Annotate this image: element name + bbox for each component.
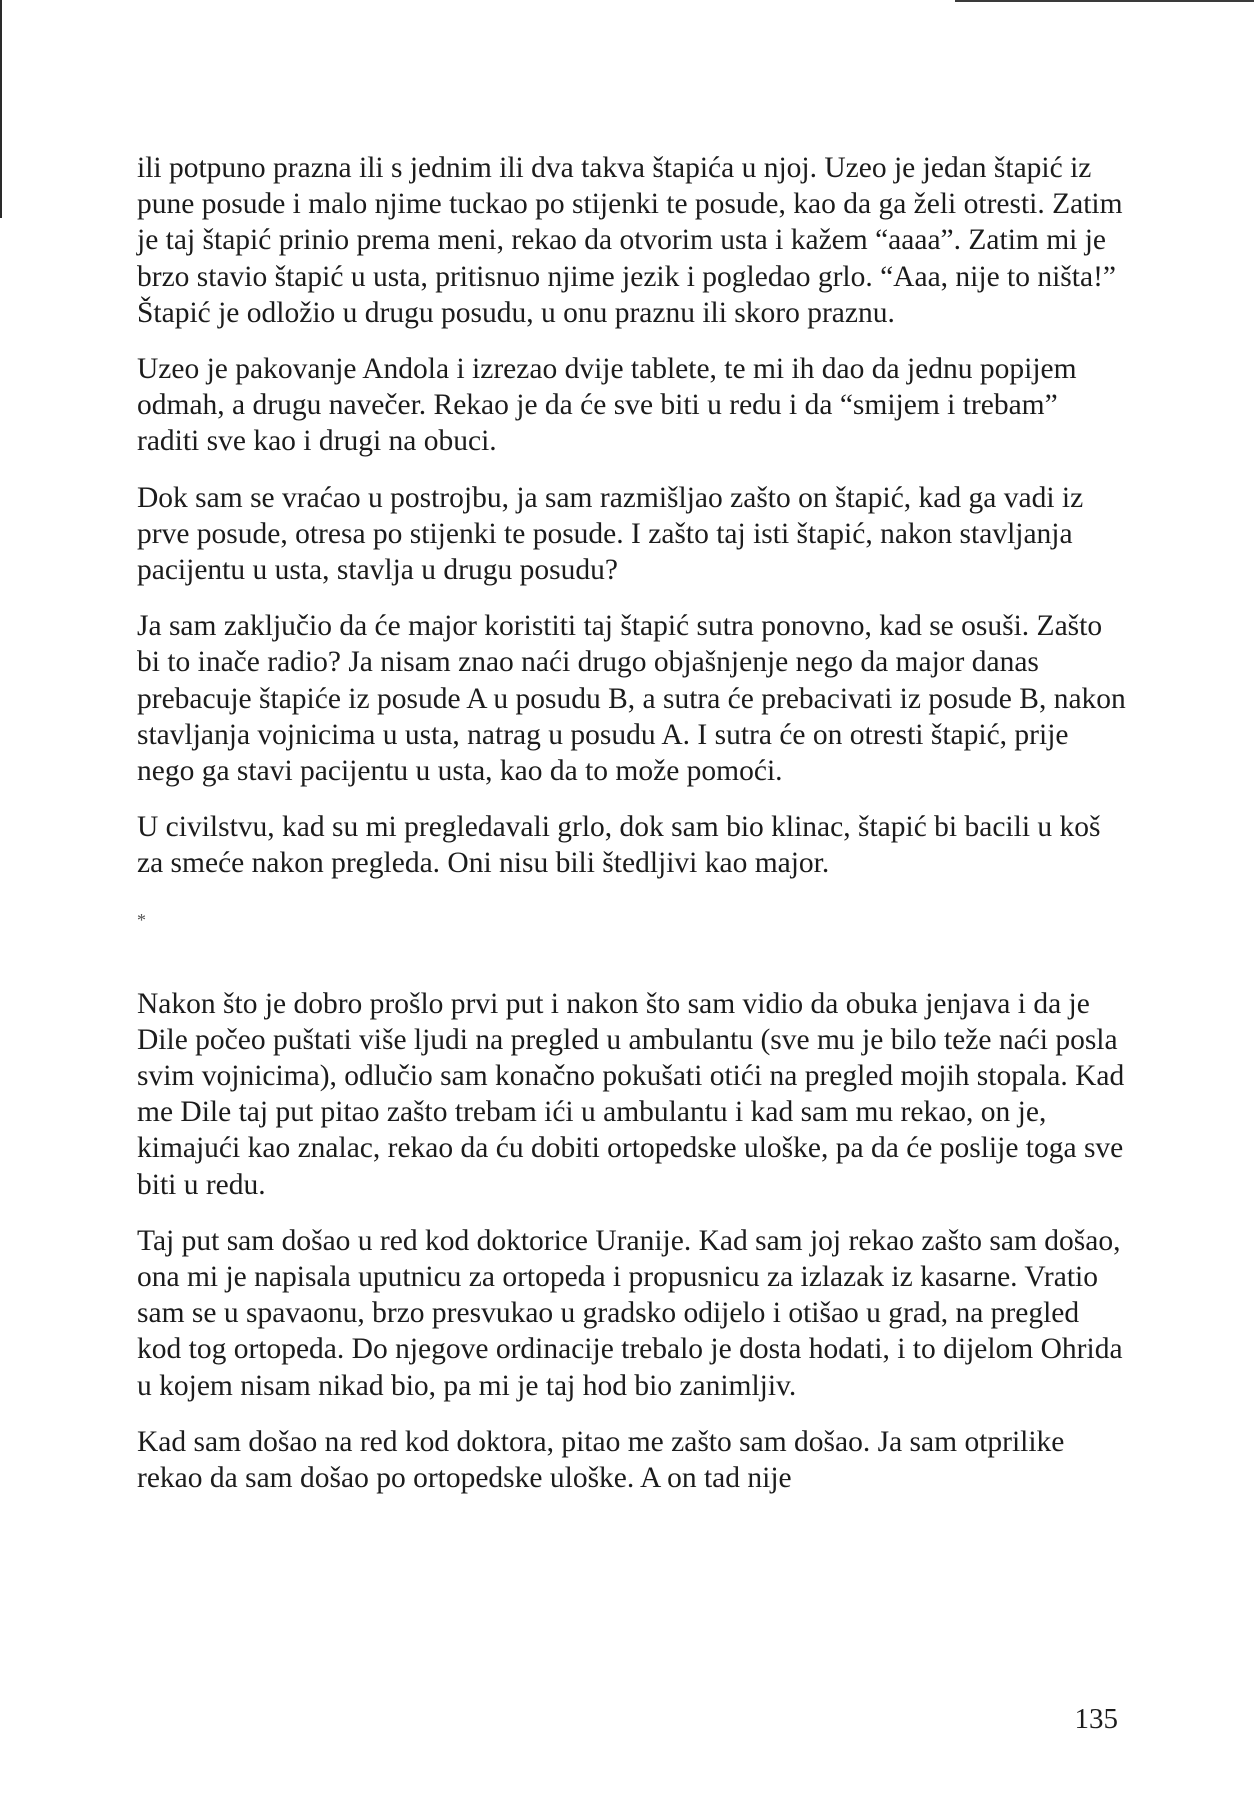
- scan-edge-top: [955, 0, 1254, 2]
- paragraph: Taj put sam došao u red kod doktorice Uranije. Kad sam joj rekao zašto sam došao, ona mi je napisala uputnicu za ortopeda i propusnicu za izlazak iz kasarne. Vratio sam se u spavaonu, brzo presvukao u gradsko odijelo i otišao u grad, na pregled kod tog ortopeda. Do njegove ordinacije trebalo je dosta hodati, i to dijelom Ohrida u kojem nisam nikad bio, pa mi je taj hod bio zanimljiv.: [137, 1224, 1123, 1402]
- paragraph: ili potpuno prazna ili s jednim ili dva takva štapića u njoj. Uzeo je jedan štapić iz pune posude i malo njime tuckao po stijenki te posude, kao da ga želi otresti. Zatim je taj štapić prinio prema meni, rekao da otvorim usta i kažem “aaaa”. Zatim mi je brzo stavio štapić u usta, pritisnuo njime jezik i pogledao grlo. “Aaa, nije to ništa!” Štapić je odložio u drugu posudu, u onu praznu ili skoro praznu.: [137, 152, 1123, 329]
- paragraph: Kad sam došao na red kod doktora, pitao me zašto sam došao. Ja sam otprilike rekao da sam došao po ortopedske uloške. A on tad nije: [137, 1425, 1065, 1495]
- paragraph: U civilstvu, kad su mi pregledavali grlo, dok sam bio klinac, štapić bi bacili u koš za smeće nakon pregleda. Oni nisu bili štedljivi kao major.: [137, 811, 1101, 880]
- paragraph: Nakon što je dobro prošlo prvi put i nakon što sam vidio da obuka jenjava i da je Dile počeo puštati više ljudi na pregled u ambulantu (sve mu je bilo teže naći posla svim vojnicima), odlučio sam konačno pokušati otići na pregled mojih stopala. Kad me Dile taj put pitao zašto trebam ići u ambulantu i kad sam mu rekao, on je, kimajući kao znalac, rekao da ću dobiti ortopedske uloške, pa da će poslije toga sve biti u redu.: [137, 987, 1125, 1201]
- section-separator: *: [137, 909, 146, 930]
- page-number: 135: [1074, 1703, 1118, 1735]
- scan-edge-left: [0, 0, 2, 218]
- paragraph: Dok sam se vraćao u postrojbu, ja sam razmišljao zašto on štapić, kad ga vadi iz prve posude, otresa po stijenki te posude. I zašto taj isti štapić, nakon stavljanja pacijentu u usta, stavlja u drugu posudu?: [137, 481, 1084, 587]
- page-body: [137, 150, 1127, 1516]
- paragraph: Uzeo je pakovanje Andola i izrezao dvije tablete, te mi ih dao da jednu popijem odmah, a drugu navečer. Rekao je da će sve biti u redu i da “smijem i trebam” raditi sve kao i drugi na obuci.: [137, 353, 1077, 458]
- paragraph: Ja sam zaključio da će major koristiti taj štapić sutra ponovno, kad se osuši. Zašto bi to inače radio? Ja nisam znao naći drugo objašnjenje nego da major danas prebacuje štapiće iz posude A u posudu B, a sutra će prebacivati iz posude B, nakon stavljanja vojnicima u usta, natrag u posudu A. I sutra će on otresti štapić, prije nego ga stavi pacijentu u usta, kao da to može pomoći.: [137, 610, 1126, 788]
